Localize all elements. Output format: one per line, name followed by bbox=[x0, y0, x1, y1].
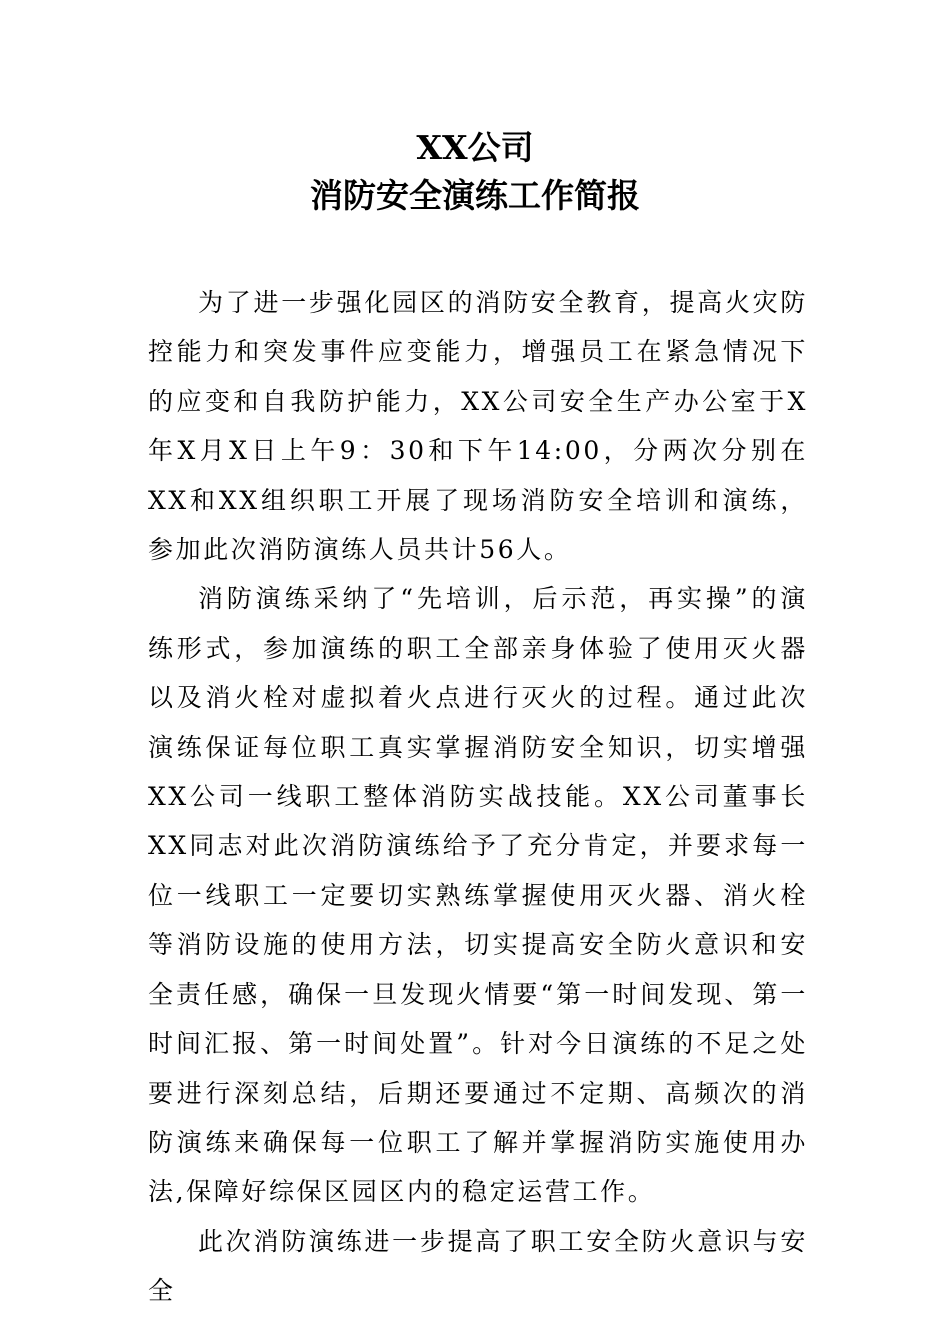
paragraph-3: 此次消防演练进一步提高了职工安全防火意识与安全 bbox=[148, 1226, 808, 1306]
paragraph-2: 消防演练采纳了“先培训，后示范，再实操”的演练形式，参加演练的职工全部亲身体验了使用灭火器以及消火栓对虚拟着火点进行灭火的过程。通过此次演练保证每位职工真实掌握消防安全知识，切实增强XX公司一线职工整体消防实战技能。XX公司董事长XX同志对此次消防演练给予了充分肯定，并要求每一位一线职工一定要切实熟练掌握使用灭火器、消火栓等消防设施的使用方法，切实提高安全防火意识和安全责任感，确保一旦发现火情要“第一时间发现、第一时间汇报、第一时间处置”。针对今日演练的不足之处要进行深刻总结，后期还要通过不定期、高频次的消防演练来确保每一位职工了解并掌握消防实施使用办法,保障好综保区园区内的稳定运营工作。 bbox=[148, 584, 808, 1207]
title-company: XX公司 bbox=[416, 128, 534, 167]
title-main: 消防安全演练工作简报 bbox=[310, 176, 640, 215]
document-title bbox=[0, 124, 950, 220]
document-body bbox=[148, 278, 808, 1316]
paragraph-1: 为了进一步强化园区的消防安全教育，提高火灾防控能力和突发事件应变能力，增强员工在紧急情况下的应变和自我防护能力，XX公司安全生产办公室于X年X月X日上午9：30和下午14:00，分两次分别在XX和XX组织职工开展了现场消防安全培训和演练，参加此次消防演练人员共计56人。 bbox=[148, 288, 808, 565]
